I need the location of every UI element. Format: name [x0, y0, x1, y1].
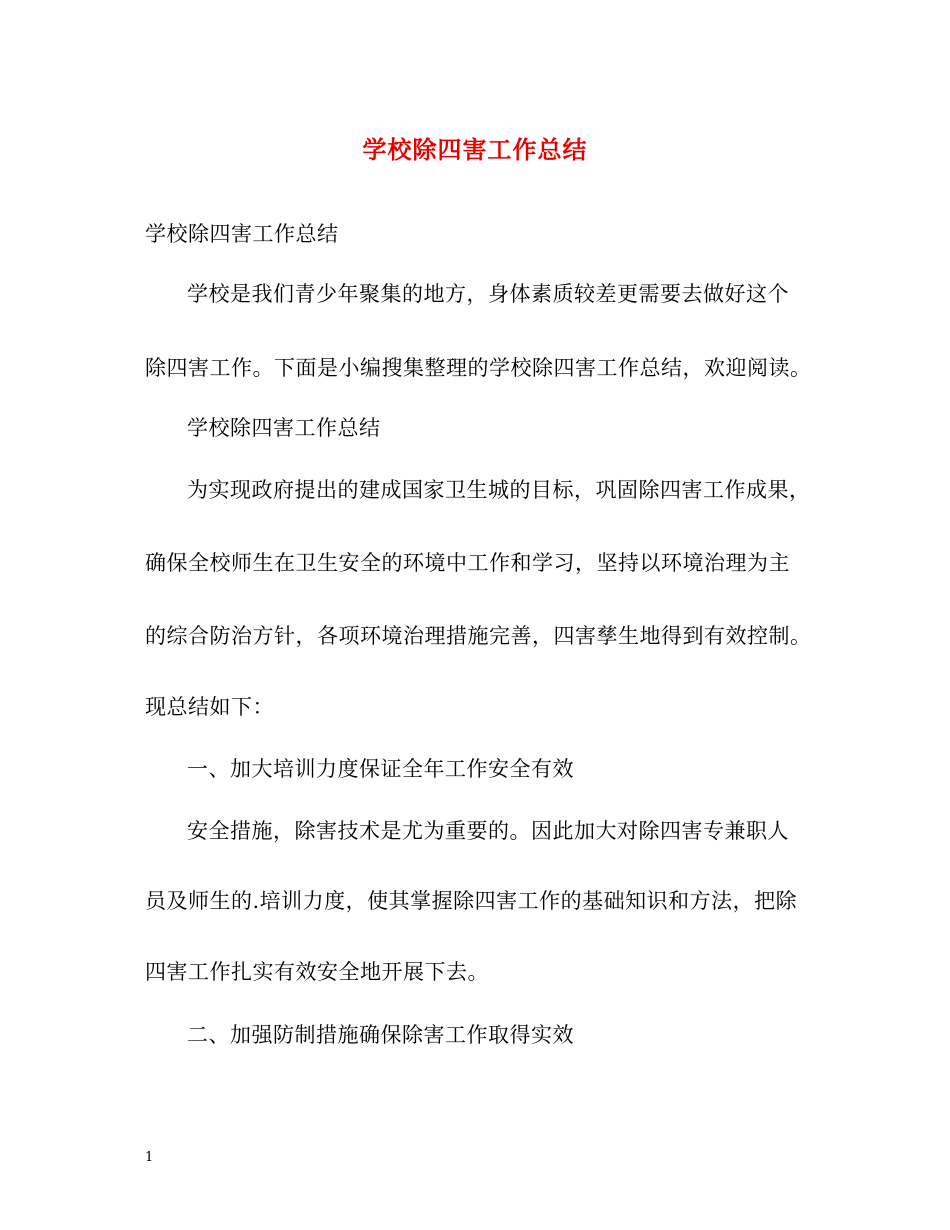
paragraph-line: 为实现政府提出的建成国家卫生城的目标，巩固除四害工作成果， [187, 478, 811, 502]
paragraph-line: 除四害工作。下面是小编搜集整理的学校除四害工作总结，欢迎阅读。 [145, 356, 812, 380]
paragraph-line: 学校是我们青少年聚集的地方，身体素质较差更需要去做好这个 [187, 282, 789, 306]
section-heading: 一、加大培训力度保证全年工作安全有效 [187, 757, 574, 781]
document-title: 学校除四害工作总结 [362, 135, 588, 164]
paragraph-line: 员及师生的.培训力度，使其掌握除四害工作的基础知识和方法，把除 [145, 889, 798, 913]
paragraph-line: 现总结如下： [145, 695, 274, 719]
paragraph-line: 安全措施，除害技术是尤为重要的。因此加大对除四害专兼职人 [187, 819, 789, 843]
paragraph-line: 确保全校师生在卫生安全的环境中工作和学习，坚持以环境治理为主 [145, 551, 790, 575]
section-heading: 学校除四害工作总结 [187, 416, 381, 440]
paragraph-line: 四害工作扎实有效安全地开展下去。 [145, 960, 489, 984]
page-number: 1 [145, 1150, 154, 1165]
subtitle-line: 学校除四害工作总结 [145, 222, 339, 246]
section-heading: 二、加强防制措施确保除害工作取得实效 [187, 1023, 574, 1047]
paragraph-line: 的综合防治方针，各项环境治理措施完善，四害孳生地得到有效控制。 [145, 624, 812, 648]
